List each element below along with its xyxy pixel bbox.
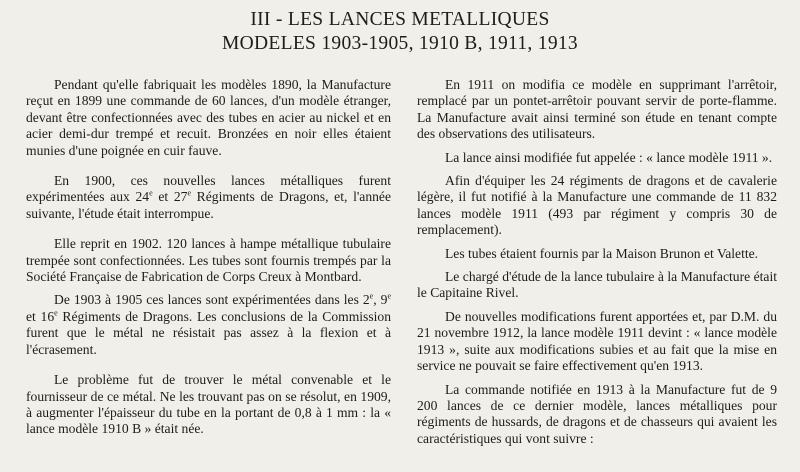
paragraph: En 1911 on modifia ce modèle en supprimant l'arrêtoir, remplacé par un pontet-arrêtoir pouvant servir de porte-flamme. La Manufacture avait ainsi terminé son étude en tenant compte des observations des utilisateurs. [417,77,777,142]
paragraph: La commande notifiée en 1913 à la Manufacture fut de 9 200 lances de ce dernier modèle, lances métalliques pour régiments de hussards, de dragons et de chasseurs qui avaient les caractéristiques qui vont suivre : [417,381,777,446]
paragraph: Afin d'équiper les 24 régiments de dragons et de cavalerie légère, il fut notifié à la Manufacture une commande de 11 832 lances modèle 1911 (493 par régiment y compris 30 de remplacement). [417,173,777,238]
paragraph: De nouvelles modifications furent apportées et, par D.M. du 21 novembre 1912, la lance modèle 1911 devint : « lance modèle 1913 », suite aux modifications subies et au fait que la mise en service ne pouvait se faire effectivement qu'en 1913. [417,308,777,374]
chapter-title: III - LES LANCES METALLIQUES [250,9,550,30]
chapter-subtitle: MODELES 1903-1905, 1910 B, 1911, 1913 [222,33,578,54]
paragraph: De 1903 à 1905 ces lances sont expérimentées dans les 2e, 9e et 16e Régiments de Dragons. Les conclusions de la Commission furent que le métal ne résistait pas assez à la flexion et à l'écrasement. [26,291,392,357]
page-heading [0,8,800,56]
paragraph: La lance ainsi modifiée fut appelée : « lance modèle 1911 ». [445,149,773,165]
paragraph: Pendant qu'elle fabriquait les modèles 1890, la Manufacture reçut en 1899 une commande de 60 lances, d'un modèle étranger, devant être confectionnées avec des tubes en acier au nickel et en acier demi-dur trempé et recuit. Bronzées en noir elles étaient munies d'une poignée en cuir fauve. [26,77,391,158]
paragraph: Elle reprit en 1902. 120 lances à hampe métallique tubulaire trempée sont confectionnées. Les tubes sont fournis trempés par la Société Française de Fabrication de Corps Creux à Montbard. [26,236,391,285]
left-text-column [26,77,391,452]
paragraph: Le chargé d'étude de la lance tubulaire à la Manufacture était le Capitaine Rivel. [417,269,777,301]
right-text-column [417,77,777,454]
paragraph: Les tubes étaient fournis par la Maison Brunon et Valette. [445,245,759,261]
paragraph: Le problème fut de trouver le métal convenable et le fournisseur de ce métal. Ne les trouvant pas on se résolut, en 1909, à augmenter l'épaisseur du tube en la portant de 0,8 à 1 mm : la « lance modèle 1910 B » était née. [26,372,391,437]
paragraph: En 1900, ces nouvelles lances métalliques furent expérimentées aux 24e et 27e Régiments de Dragons, et, l'année suivante, l'étude était interrompue. [26,173,391,221]
